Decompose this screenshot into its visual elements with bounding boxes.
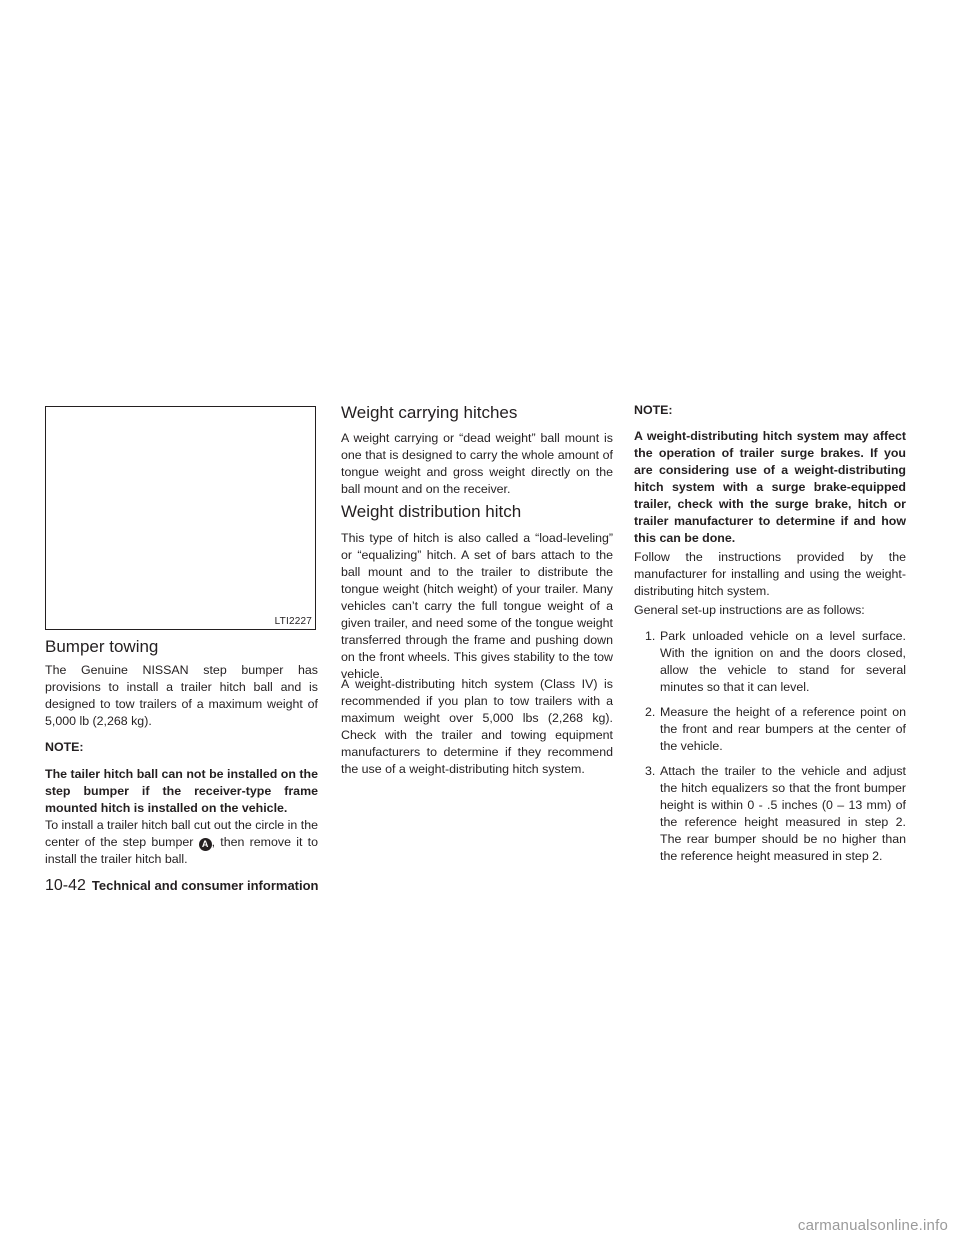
paragraph-weight-distribution: This type of hitch is also called a “load-leveling” or “equalizing” hitch. A set of bars attach to the ball mount and to the trailer to distribute the tongue weight (hitch weight) of your trailer. Many vehicles can’t carry the full tongue weight of a given trailer, and need some of the tongue weight transferred through the frame and pushing down on the front wheels. This gives stability to the tow vehicle. xyxy=(341,531,613,681)
list-item xyxy=(634,763,906,865)
figure-code: LTI2227 xyxy=(274,616,312,627)
step-number: 3. xyxy=(645,764,656,778)
paragraph-weight-distributing-system: A weight-distributing hitch system (Class IV) is recommended if you plan to tow trailers with a maximum weight over 5,000 lbs (2,268 kg). Check with the trailer and towing equipment manufacturers to determine if they recommend the use of a weight-distributing hitch system. xyxy=(341,677,613,776)
paragraph-weight-carrying: A weight carrying or “dead weight” ball mount is one that is designed to carry the whole amount of tongue weight and gross weight directly on the ball mount and on the receiver. xyxy=(341,431,613,496)
paragraph-install-hitch-ball xyxy=(45,817,318,868)
note-label: NOTE: xyxy=(45,740,84,754)
step-text: Measure the height of a reference point on the front and rear bumpers at the center of the vehicle. xyxy=(660,705,906,753)
list-item xyxy=(634,704,906,755)
step-text: Attach the trailer to the vehicle and adjust the hitch equalizers so that the front bumper height is within 0 - .5 inches (0 – 13 mm) of the reference height measured in step 2. The rear bumper should be no higher than the reference height measured in step 2. xyxy=(660,764,906,863)
paragraph-follow-instructions: Follow the instructions provided by the manufacturer for installing and using the weight-distributing hitch system. xyxy=(634,550,906,598)
step-number: 1. xyxy=(645,629,656,643)
watermark: carmanualsonline.info xyxy=(797,1217,948,1234)
heading-weight-carrying-hitches: Weight carrying hitches xyxy=(341,403,518,422)
note-label: NOTE: xyxy=(634,403,673,417)
page-footer xyxy=(45,877,319,895)
heading-weight-distribution-hitch: Weight distribution hitch xyxy=(341,502,522,521)
paragraph-bumper-towing: The Genuine NISSAN step bumper has provisions to install a trailer hitch ball and is designed to tow trailers of a maximum weight of 5,000 lb (2,268 kg). xyxy=(45,663,318,728)
chapter-title: Technical and consumer information xyxy=(91,878,319,893)
install-text-start: To install a trailer hitch ball cut out the circle in the center of the step bumper xyxy=(45,818,318,849)
list-item xyxy=(634,628,906,696)
note-text: The tailer hitch ball can not be installed on the step bumper if the receiver-type frame mounted hitch is installed on the vehicle. xyxy=(45,767,318,815)
note-text: A weight-distributing hitch system may affect the operation of trailer surge brakes. If you are considering use of a weight-distributing hitch system with a surge brake-equipped trailer, check with the surge brake, hitch or trailer manufacturer to determine if and how this can be done. xyxy=(634,429,906,545)
setup-steps-list xyxy=(634,628,906,873)
page-number: 10-42 xyxy=(45,877,86,894)
install-text-end: , then remove it to install the trailer hitch ball. xyxy=(45,835,318,866)
step-text: Park unloaded vehicle on a level surface. With the ignition on and the doors closed, allow the vehicle to stand for several minutes so that it can level. xyxy=(660,629,906,694)
callout-a-icon: A xyxy=(199,838,212,851)
step-number: 2. xyxy=(645,705,656,719)
heading-bumper-towing: Bumper towing xyxy=(45,637,159,656)
illustration-figure xyxy=(45,406,316,630)
paragraph-general-setup: General set-up instructions are as follows: xyxy=(634,603,865,617)
